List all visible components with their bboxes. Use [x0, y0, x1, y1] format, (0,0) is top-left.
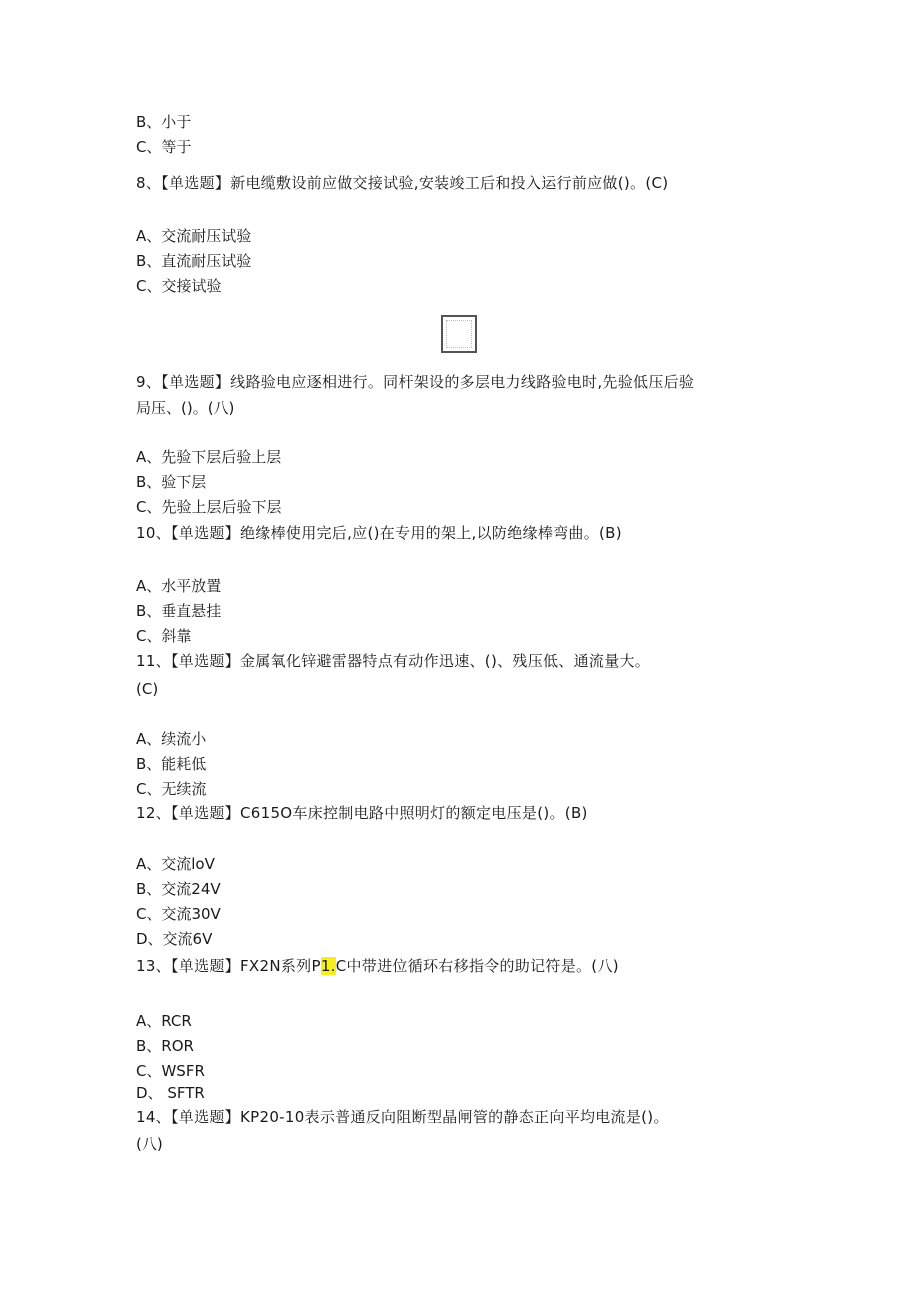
text-line: C、等于	[136, 138, 192, 156]
text-line: A、水平放置	[136, 577, 222, 595]
text-line: A、续流小	[136, 730, 207, 748]
text-line: C、交流30V	[136, 905, 221, 923]
text-line: B、能耗低	[136, 755, 207, 773]
text-line: (C)	[136, 680, 159, 698]
text-line: C、无续流	[136, 780, 207, 798]
text-line: A、RCR	[136, 1012, 192, 1030]
text-line: 8、【单选题】新电缆敷设前应做交接试验,安装竣工后和投入运行前应做()。(C)	[136, 174, 669, 192]
text-line: B、交流24V	[136, 880, 221, 898]
q13-text-before: 13、【单选题】FX2N系列P	[136, 957, 321, 975]
text-line: B、ROR	[136, 1037, 194, 1055]
text-line: 局压、()。(八)	[136, 399, 235, 417]
text-line: A、交流loV	[136, 855, 215, 873]
text-line: A、先验下层后验上层	[136, 448, 282, 466]
text-line: B、验下层	[136, 473, 207, 491]
q13-text-after: C中带进位循环右移指令的助记符是。(八)	[335, 957, 619, 975]
text-line: 14、【单选题】KP20-10表示普通反向阻断型晶闸管的静态正向平均电流是()。	[136, 1108, 669, 1126]
text-line: C、交接试验	[136, 277, 222, 295]
q13-highlight: 1.	[320, 957, 336, 975]
text-line: B、小于	[136, 113, 192, 131]
text-line: 11、【单选题】金属氧化锌避雷器特点有动作迅速、()、残压低、通流量大。	[136, 652, 651, 670]
text-line: 10、【单选题】绝缘棒使用完后,应()在专用的架上,以防绝缘棒弯曲。(B)	[136, 524, 622, 542]
image-placeholder-icon	[441, 315, 477, 353]
text-line: D、 SFTR	[136, 1084, 205, 1102]
text-line: 9、【单选题】线路验电应逐相进行。同杆架设的多层电力线路验电时,先验低压后验	[136, 373, 695, 391]
text-line: 12、【单选题】C615O车床控制电路中照明灯的额定电压是()。(B)	[136, 804, 588, 822]
text-line: C、WSFR	[136, 1062, 205, 1080]
text-line: D、交流6V	[136, 930, 213, 948]
text-line: C、斜靠	[136, 627, 192, 645]
text-line: B、垂直悬挂	[136, 602, 222, 620]
text-line: C、先验上层后验下层	[136, 498, 282, 516]
text-line: (八)	[136, 1135, 163, 1153]
question-13	[136, 956, 619, 976]
text-line: A、交流耐压试验	[136, 227, 252, 245]
text-line: B、直流耐压试验	[136, 252, 252, 270]
